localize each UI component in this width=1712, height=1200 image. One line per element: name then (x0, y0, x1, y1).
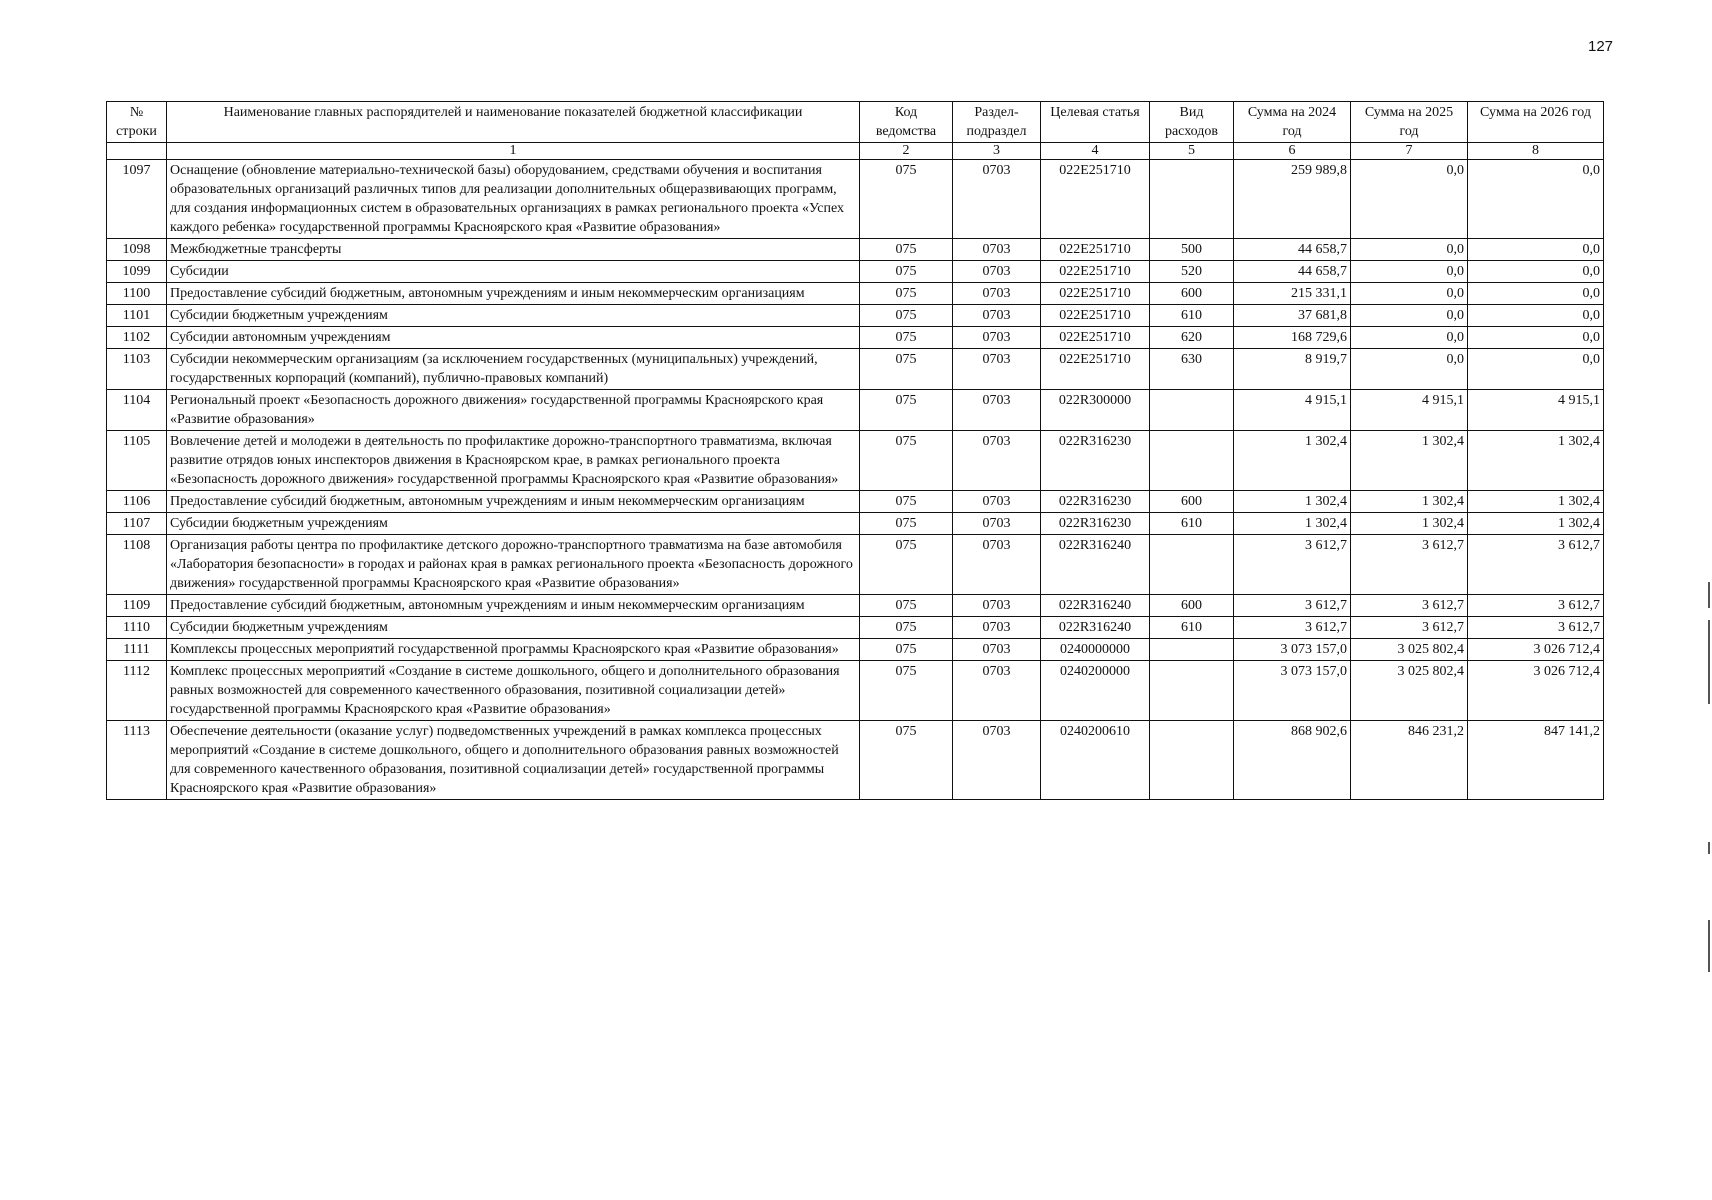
row-sum-2026: 3 612,7 (1468, 595, 1604, 617)
row-department-code: 075 (860, 595, 953, 617)
header-department-code: Код ведомства (860, 102, 953, 143)
row-sum-2025: 3 025 802,4 (1351, 661, 1468, 721)
row-sum-2024: 3 073 157,0 (1234, 661, 1351, 721)
row-sum-2026: 847 141,2 (1468, 721, 1604, 800)
row-number: 1109 (107, 595, 167, 617)
table-row (107, 431, 1604, 491)
row-sum-2026: 0,0 (1468, 160, 1604, 239)
row-section: 0703 (953, 661, 1041, 721)
row-sum-2024: 168 729,6 (1234, 327, 1351, 349)
row-number: 1111 (107, 639, 167, 661)
row-expense-type: 610 (1150, 305, 1234, 327)
row-section: 0703 (953, 283, 1041, 305)
table-row (107, 305, 1604, 327)
row-name: Субсидии бюджетным учреждениям (167, 513, 860, 535)
row-expense-type (1150, 535, 1234, 595)
row-number: 1102 (107, 327, 167, 349)
row-section: 0703 (953, 595, 1041, 617)
row-department-code: 075 (860, 721, 953, 800)
row-sum-2025: 0,0 (1351, 261, 1468, 283)
row-expense-type: 600 (1150, 595, 1234, 617)
table-row (107, 721, 1604, 800)
row-sum-2025: 846 231,2 (1351, 721, 1468, 800)
row-name: Региональный проект «Безопасность дорожного движения» государственной программы Красноярского края «Развитие образования» (167, 390, 860, 431)
row-sum-2024: 4 915,1 (1234, 390, 1351, 431)
row-target-article: 022R316230 (1041, 491, 1150, 513)
row-department-code: 075 (860, 491, 953, 513)
row-sum-2024: 3 612,7 (1234, 617, 1351, 639)
row-sum-2025: 3 612,7 (1351, 617, 1468, 639)
row-sum-2025: 0,0 (1351, 305, 1468, 327)
header-sum-2025: Сумма на 2025 год (1351, 102, 1468, 143)
row-department-code: 075 (860, 639, 953, 661)
row-department-code: 075 (860, 431, 953, 491)
row-sum-2024: 259 989,8 (1234, 160, 1351, 239)
row-sum-2026: 1 302,4 (1468, 513, 1604, 535)
row-number: 1104 (107, 390, 167, 431)
row-target-article: 022R316230 (1041, 431, 1150, 491)
row-sum-2024: 868 902,6 (1234, 721, 1351, 800)
row-name: Организация работы центра по профилактике детского дорожно-транспортного травматизма на базе автомобиля «Лаборатория безопасности» в городах и районах края в рамках регионального проекта «Безопасность дорожного движения» государственной программы Красноярского края «Развитие образования» (167, 535, 860, 595)
row-expense-type: 630 (1150, 349, 1234, 390)
row-number: 1106 (107, 491, 167, 513)
row-section: 0703 (953, 160, 1041, 239)
budget-table-body (107, 160, 1604, 800)
row-section: 0703 (953, 327, 1041, 349)
table-row (107, 595, 1604, 617)
row-name: Субсидии (167, 261, 860, 283)
row-department-code: 075 (860, 617, 953, 639)
column-number-row (107, 143, 1604, 160)
row-target-article: 022E251710 (1041, 261, 1150, 283)
row-name: Субсидии бюджетным учреждениям (167, 305, 860, 327)
row-expense-type (1150, 661, 1234, 721)
row-target-article: 022E251710 (1041, 305, 1150, 327)
row-department-code: 075 (860, 327, 953, 349)
row-name: Субсидии бюджетным учреждениям (167, 617, 860, 639)
row-name: Вовлечение детей и молодежи в деятельность по профилактике дорожно-транспортного травматизма, включая развитие отрядов юных инспекторов движения в Красноярском крае, в рамках регионального проекта «Безопасность дорожного движения» государственной программы Красноярского края «Развитие образования» (167, 431, 860, 491)
row-department-code: 075 (860, 513, 953, 535)
row-sum-2025: 1 302,4 (1351, 513, 1468, 535)
column-number: 7 (1351, 143, 1468, 160)
row-section: 0703 (953, 431, 1041, 491)
table-row (107, 639, 1604, 661)
column-number: 6 (1234, 143, 1351, 160)
row-number: 1113 (107, 721, 167, 800)
table-row (107, 491, 1604, 513)
row-number: 1108 (107, 535, 167, 595)
row-sum-2026: 0,0 (1468, 349, 1604, 390)
row-sum-2024: 8 919,7 (1234, 349, 1351, 390)
table-row (107, 160, 1604, 239)
row-section: 0703 (953, 239, 1041, 261)
row-section: 0703 (953, 261, 1041, 283)
row-sum-2025: 0,0 (1351, 239, 1468, 261)
column-number: 1 (167, 143, 860, 160)
row-number: 1097 (107, 160, 167, 239)
table-row (107, 239, 1604, 261)
row-sum-2025: 0,0 (1351, 283, 1468, 305)
row-number: 1112 (107, 661, 167, 721)
column-number: 3 (953, 143, 1041, 160)
scan-edge-mark (1708, 620, 1710, 704)
table-row (107, 390, 1604, 431)
row-department-code: 075 (860, 535, 953, 595)
row-sum-2024: 1 302,4 (1234, 431, 1351, 491)
row-department-code: 075 (860, 390, 953, 431)
row-section: 0703 (953, 349, 1041, 390)
row-sum-2026: 0,0 (1468, 305, 1604, 327)
column-number: 8 (1468, 143, 1604, 160)
row-number: 1105 (107, 431, 167, 491)
row-target-article: 0240000000 (1041, 639, 1150, 661)
row-section: 0703 (953, 721, 1041, 800)
row-sum-2024: 3 073 157,0 (1234, 639, 1351, 661)
row-expense-type: 500 (1150, 239, 1234, 261)
row-sum-2025: 3 612,7 (1351, 595, 1468, 617)
row-expense-type: 600 (1150, 283, 1234, 305)
header-target-article: Целевая статья (1041, 102, 1150, 143)
row-expense-type (1150, 431, 1234, 491)
row-target-article: 0240200610 (1041, 721, 1150, 800)
row-target-article: 022R316240 (1041, 617, 1150, 639)
row-name: Субсидии некоммерческим организациям (за исключением государственных (муниципальных) учреждений, государственных корпораций (компаний), публично-правовых компаний) (167, 349, 860, 390)
table-row (107, 661, 1604, 721)
row-number: 1101 (107, 305, 167, 327)
row-section: 0703 (953, 390, 1041, 431)
row-department-code: 075 (860, 261, 953, 283)
row-department-code: 075 (860, 283, 953, 305)
row-expense-type: 620 (1150, 327, 1234, 349)
row-sum-2024: 3 612,7 (1234, 595, 1351, 617)
row-name: Обеспечение деятельности (оказание услуг) подведомственных учреждений в рамках комплекса процессных мероприятий «Создание в системе дошкольного, общего и дополнительного образования равных возможностей для современного качественного образования, позитивной социализации детей» государственной программы Красноярского края «Развитие образования» (167, 721, 860, 800)
row-sum-2025: 3 612,7 (1351, 535, 1468, 595)
table-row (107, 283, 1604, 305)
budget-table (106, 101, 1604, 800)
row-name: Субсидии автономным учреждениям (167, 327, 860, 349)
header-sum-2026: Сумма на 2026 год (1468, 102, 1604, 143)
row-name: Межбюджетные трансферты (167, 239, 860, 261)
row-expense-type (1150, 390, 1234, 431)
row-section: 0703 (953, 535, 1041, 595)
row-sum-2026: 4 915,1 (1468, 390, 1604, 431)
row-sum-2026: 3 026 712,4 (1468, 639, 1604, 661)
column-number: 5 (1150, 143, 1234, 160)
row-expense-type: 600 (1150, 491, 1234, 513)
row-expense-type (1150, 721, 1234, 800)
row-sum-2024: 44 658,7 (1234, 239, 1351, 261)
header-name: Наименование главных распорядителей и наименование показателей бюджетной классификации (167, 102, 860, 143)
row-expense-type: 610 (1150, 513, 1234, 535)
column-number-blank (107, 143, 167, 160)
row-sum-2026: 3 612,7 (1468, 535, 1604, 595)
table-row (107, 513, 1604, 535)
row-sum-2024: 37 681,8 (1234, 305, 1351, 327)
row-number: 1107 (107, 513, 167, 535)
row-target-article: 022E251710 (1041, 239, 1150, 261)
row-sum-2024: 44 658,7 (1234, 261, 1351, 283)
row-sum-2025: 0,0 (1351, 327, 1468, 349)
page-number: 127 (1588, 38, 1614, 55)
row-sum-2026: 0,0 (1468, 327, 1604, 349)
row-sum-2024: 1 302,4 (1234, 513, 1351, 535)
header-expense-type: Вид расходов (1150, 102, 1234, 143)
row-sum-2026: 1 302,4 (1468, 431, 1604, 491)
row-sum-2025: 1 302,4 (1351, 491, 1468, 513)
row-expense-type: 610 (1150, 617, 1234, 639)
row-section: 0703 (953, 305, 1041, 327)
header-row (107, 102, 1604, 143)
row-sum-2025: 0,0 (1351, 349, 1468, 390)
row-section: 0703 (953, 617, 1041, 639)
row-sum-2026: 3 612,7 (1468, 617, 1604, 639)
row-sum-2026: 3 026 712,4 (1468, 661, 1604, 721)
row-sum-2026: 1 302,4 (1468, 491, 1604, 513)
row-name: Оснащение (обновление материально-технической базы) оборудованием, средствами обучения и воспитания образовательных организаций различных типов для реализации дополнительных общеразвивающих программ, для создания информационных систем в образовательных организациях в рамках регионального проекта «Успех каждого ребенка» государственной программы Красноярского края «Развитие образования» (167, 160, 860, 239)
row-sum-2026: 0,0 (1468, 283, 1604, 305)
row-section: 0703 (953, 513, 1041, 535)
row-section: 0703 (953, 491, 1041, 513)
row-number: 1103 (107, 349, 167, 390)
row-sum-2025: 3 025 802,4 (1351, 639, 1468, 661)
row-sum-2025: 4 915,1 (1351, 390, 1468, 431)
row-target-article: 0240200000 (1041, 661, 1150, 721)
row-sum-2024: 215 331,1 (1234, 283, 1351, 305)
row-number: 1110 (107, 617, 167, 639)
header-row-number: № строки (107, 102, 167, 143)
row-target-article: 022E251710 (1041, 160, 1150, 239)
row-expense-type: 520 (1150, 261, 1234, 283)
row-number: 1098 (107, 239, 167, 261)
header-section: Раздел-подраздел (953, 102, 1041, 143)
table-row (107, 327, 1604, 349)
column-number: 4 (1041, 143, 1150, 160)
table-row (107, 349, 1604, 390)
row-number: 1099 (107, 261, 167, 283)
scan-edge-mark (1708, 842, 1710, 854)
row-target-article: 022E251710 (1041, 349, 1150, 390)
row-sum-2024: 3 612,7 (1234, 535, 1351, 595)
header-sum-2024: Сумма на 2024 год (1234, 102, 1351, 143)
row-name: Предоставление субсидий бюджетным, автономным учреждениям и иным некоммерческим организациям (167, 491, 860, 513)
row-sum-2026: 0,0 (1468, 261, 1604, 283)
row-name: Предоставление субсидий бюджетным, автономным учреждениям и иным некоммерческим организациям (167, 283, 860, 305)
row-department-code: 075 (860, 239, 953, 261)
row-expense-type (1150, 160, 1234, 239)
row-sum-2024: 1 302,4 (1234, 491, 1351, 513)
row-target-article: 022E251710 (1041, 283, 1150, 305)
row-section: 0703 (953, 639, 1041, 661)
row-target-article: 022R316240 (1041, 535, 1150, 595)
row-name: Предоставление субсидий бюджетным, автономным учреждениям и иным некоммерческим организациям (167, 595, 860, 617)
row-expense-type (1150, 639, 1234, 661)
row-department-code: 075 (860, 305, 953, 327)
scan-edge-mark (1708, 920, 1710, 972)
row-target-article: 022R300000 (1041, 390, 1150, 431)
row-target-article: 022E251710 (1041, 327, 1150, 349)
row-department-code: 075 (860, 160, 953, 239)
row-name: Комплексы процессных мероприятий государственной программы Красноярского края «Развитие образования» (167, 639, 860, 661)
row-name: Комплекс процессных мероприятий «Создание в системе дошкольного, общего и дополнительного образования равных возможностей для современного качественного образования, позитивной социализации детей» государственной программы Красноярского края «Развитие образования» (167, 661, 860, 721)
row-target-article: 022R316240 (1041, 595, 1150, 617)
row-department-code: 075 (860, 349, 953, 390)
table-row (107, 617, 1604, 639)
row-sum-2025: 0,0 (1351, 160, 1468, 239)
row-number: 1100 (107, 283, 167, 305)
row-target-article: 022R316230 (1041, 513, 1150, 535)
table-row (107, 261, 1604, 283)
row-sum-2025: 1 302,4 (1351, 431, 1468, 491)
row-sum-2026: 0,0 (1468, 239, 1604, 261)
scan-edge-mark (1708, 582, 1710, 608)
column-number: 2 (860, 143, 953, 160)
table-row (107, 535, 1604, 595)
row-department-code: 075 (860, 661, 953, 721)
